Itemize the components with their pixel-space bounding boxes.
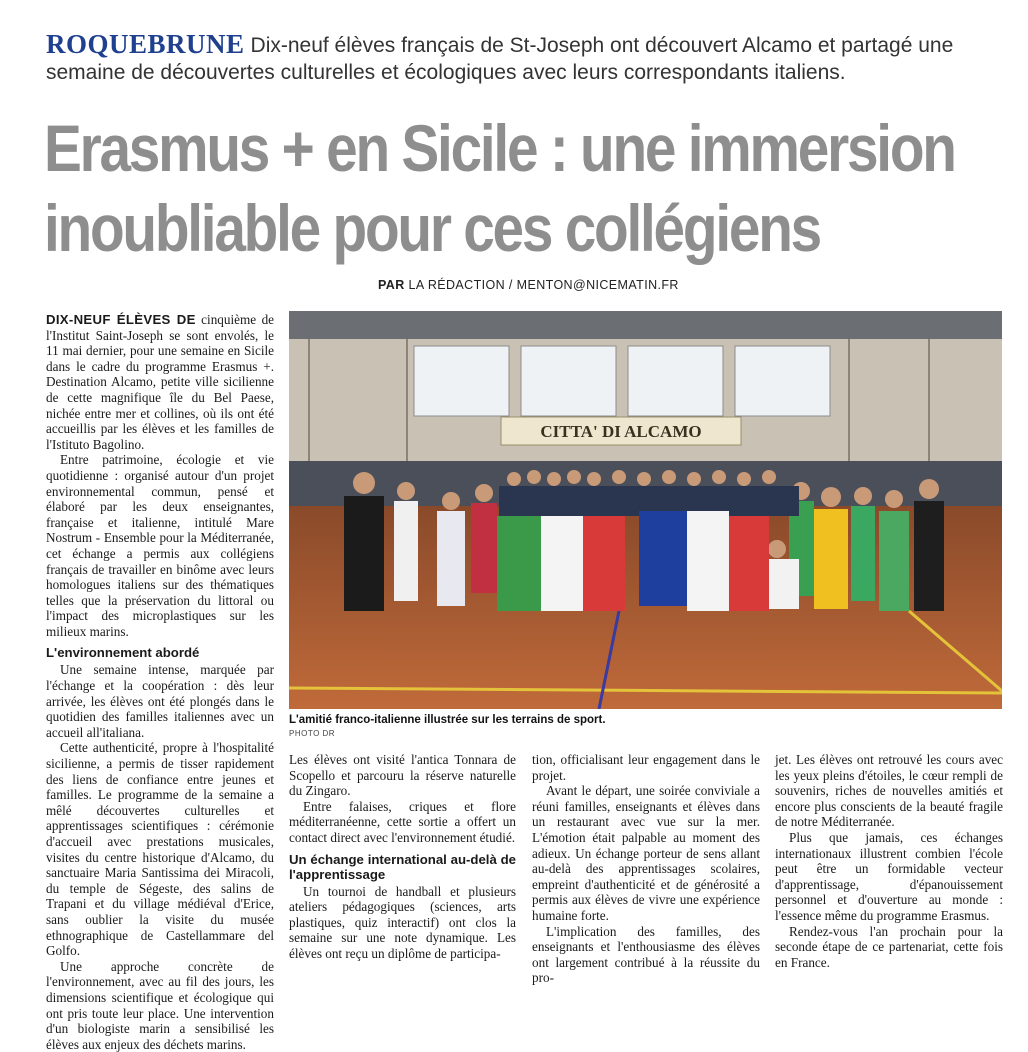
paragraph: Avant le départ, une soirée conviviale a réuni familles, enseignants et élèves dans un restaurant avec vue sur la mer. L'émotion était palpable au moment des adieux. Un échange porteur de sens allant au-delà des apprentissages scolaires, empreint d'authenticité et de générosité a permis aux élèves de vivre une expérience humaine forte. <box>532 783 760 923</box>
italian-flag <box>497 516 625 611</box>
photo-credit: PHOTO DR <box>289 729 336 738</box>
column-1 <box>46 312 274 1052</box>
paragraph: Cette authenticité, propre à l'hospitalité sicilienne, a permis de tisser rapidement des liens de confiance entre jeunes et familles. Le programme de la semaine a mêlé découvertes culturelles et apprentissages scientifiques : cérémonie d'accueil avec prestations musicales, visites du centre historique d'Alcamo, du sanctuaire Maria Santissima dei Miracoli, du temple de Ségeste, des salins de Trapani et du village médiéval d'Erice, sans oublier la visite du musée ethnographique de Castellammare del Golfo. <box>46 740 274 959</box>
paragraph: Une semaine intense, marquée par l'échange et la coopération : dès leur arrivée, les élèves ont été plongés dans le quotidien des familles italiennes avec un accueil all'italiana. <box>46 662 274 740</box>
article-photo <box>289 311 1002 709</box>
column-4 <box>775 752 1003 970</box>
paragraph: cinquième de l'Institut Saint-Joseph se sont envolés, le 11 mai dernier, pour une semaine en Sicile dans le cadre du programme Erasmus +. Destination Alcamo, petite ville sicilienne de cette magnifique île du Bel Paese, nichée entre mer et collines, où ils ont été accueillis par les élèves et les familles de l'Istituto Bagolino. <box>46 312 275 452</box>
byline-author: LA RÉDACTION / MENTON@NICEMATIN.FR <box>408 278 679 292</box>
byline-prefix: PAR <box>378 278 405 292</box>
subheading: L'environnement abordé <box>46 645 200 661</box>
paragraph: Les élèves ont visité l'antica Tonnara de Scopello et parcouru la réserve naturelle du Zingaro. <box>289 752 516 799</box>
paragraph: Un tournoi de handball et plusieurs ateliers pédagogiques (sciences, arts plastiques, quiz interactif) ont clos la semaine sur une note dynamique. Les élèves ont reçu un diplôme de participa- <box>289 883 516 961</box>
hall-banner: CITTA' DI ALCAMO <box>540 422 702 441</box>
kicker-location: ROQUEBRUNE <box>46 29 245 59</box>
paragraph: L'implication des familles, des enseignants et l'enthousiasme des élèves ont largement contribué à la réussite du pro- <box>532 923 760 986</box>
paragraph: jet. Les élèves ont retrouvé les cours avec les yeux pleins d'étoiles, le cœur rempli de souvenirs, riches de nouvelles amitiés et encore plus conscients de la beauté fragile de notre Méditerranée. <box>775 752 1003 830</box>
photo-caption: L'amitié franco-italienne illustrée sur les terrains de sport. <box>289 714 606 726</box>
column-2 <box>289 752 516 962</box>
lead-in: DIX-NEUF ÉLÈVES DE <box>46 312 196 327</box>
paragraph: Plus que jamais, ces échanges internationaux illustrent combien l'école peut être un formidable vecteur d'apprentissage, d'épanouissement personnel et d'ouverture au monde : l'essence même du programme Erasmus. <box>775 829 1003 923</box>
subheading: Un échange international au-delà de l'apprentissage <box>289 851 516 882</box>
gym-team-photo <box>289 311 1002 709</box>
column-3 <box>532 752 760 986</box>
kicker-text: Dix-neuf élèves français de St-Joseph ont découvert Alcamo et partagé une semaine de découvertes culturelles et écologiques avec leurs correspondants italiens. <box>46 34 954 84</box>
headline <box>44 108 955 268</box>
paragraph: tion, officialisant leur engagement dans le projet. <box>532 752 760 783</box>
headline-line-2: inoubliable pour ces collégiens <box>44 191 820 265</box>
headline-line-1: Erasmus + en Sicile : une immersion <box>44 111 955 185</box>
paragraph: Entre falaises, criques et flore méditerranéenne, cette sortie a offert un contact direct avec l'environnement étudié. <box>289 798 516 845</box>
kicker <box>46 31 1006 86</box>
paragraph: Rendez-vous l'an prochain pour la seconde étape de ce partenariat, cette fois en France. <box>775 923 1003 970</box>
paragraph: Une approche concrète de l'environnement, avec au fil des jours, les dimensions scientifique et écologique qui ont pris toute leur place. Une intervention d'un biologiste marin a sensibilisé les élèves aux enjeux des déchets marins. <box>46 958 274 1052</box>
paragraph: Entre patrimoine, écologie et vie quotidienne : organisé autour d'un projet environnemental commun, pensé et élaboré par les deux enseignantes, française et italienne, intitulé Mare Nostrum - Ensemble pour la Méditerranée, cet échange a permis aux collégiens français de travailler en binôme avec leurs homologues italiens sur des thématiques telles que la préservation du littoral ou l'impact des microplastiques sur les milieux marins. <box>46 452 274 639</box>
french-flag <box>639 511 769 611</box>
byline <box>378 278 679 292</box>
